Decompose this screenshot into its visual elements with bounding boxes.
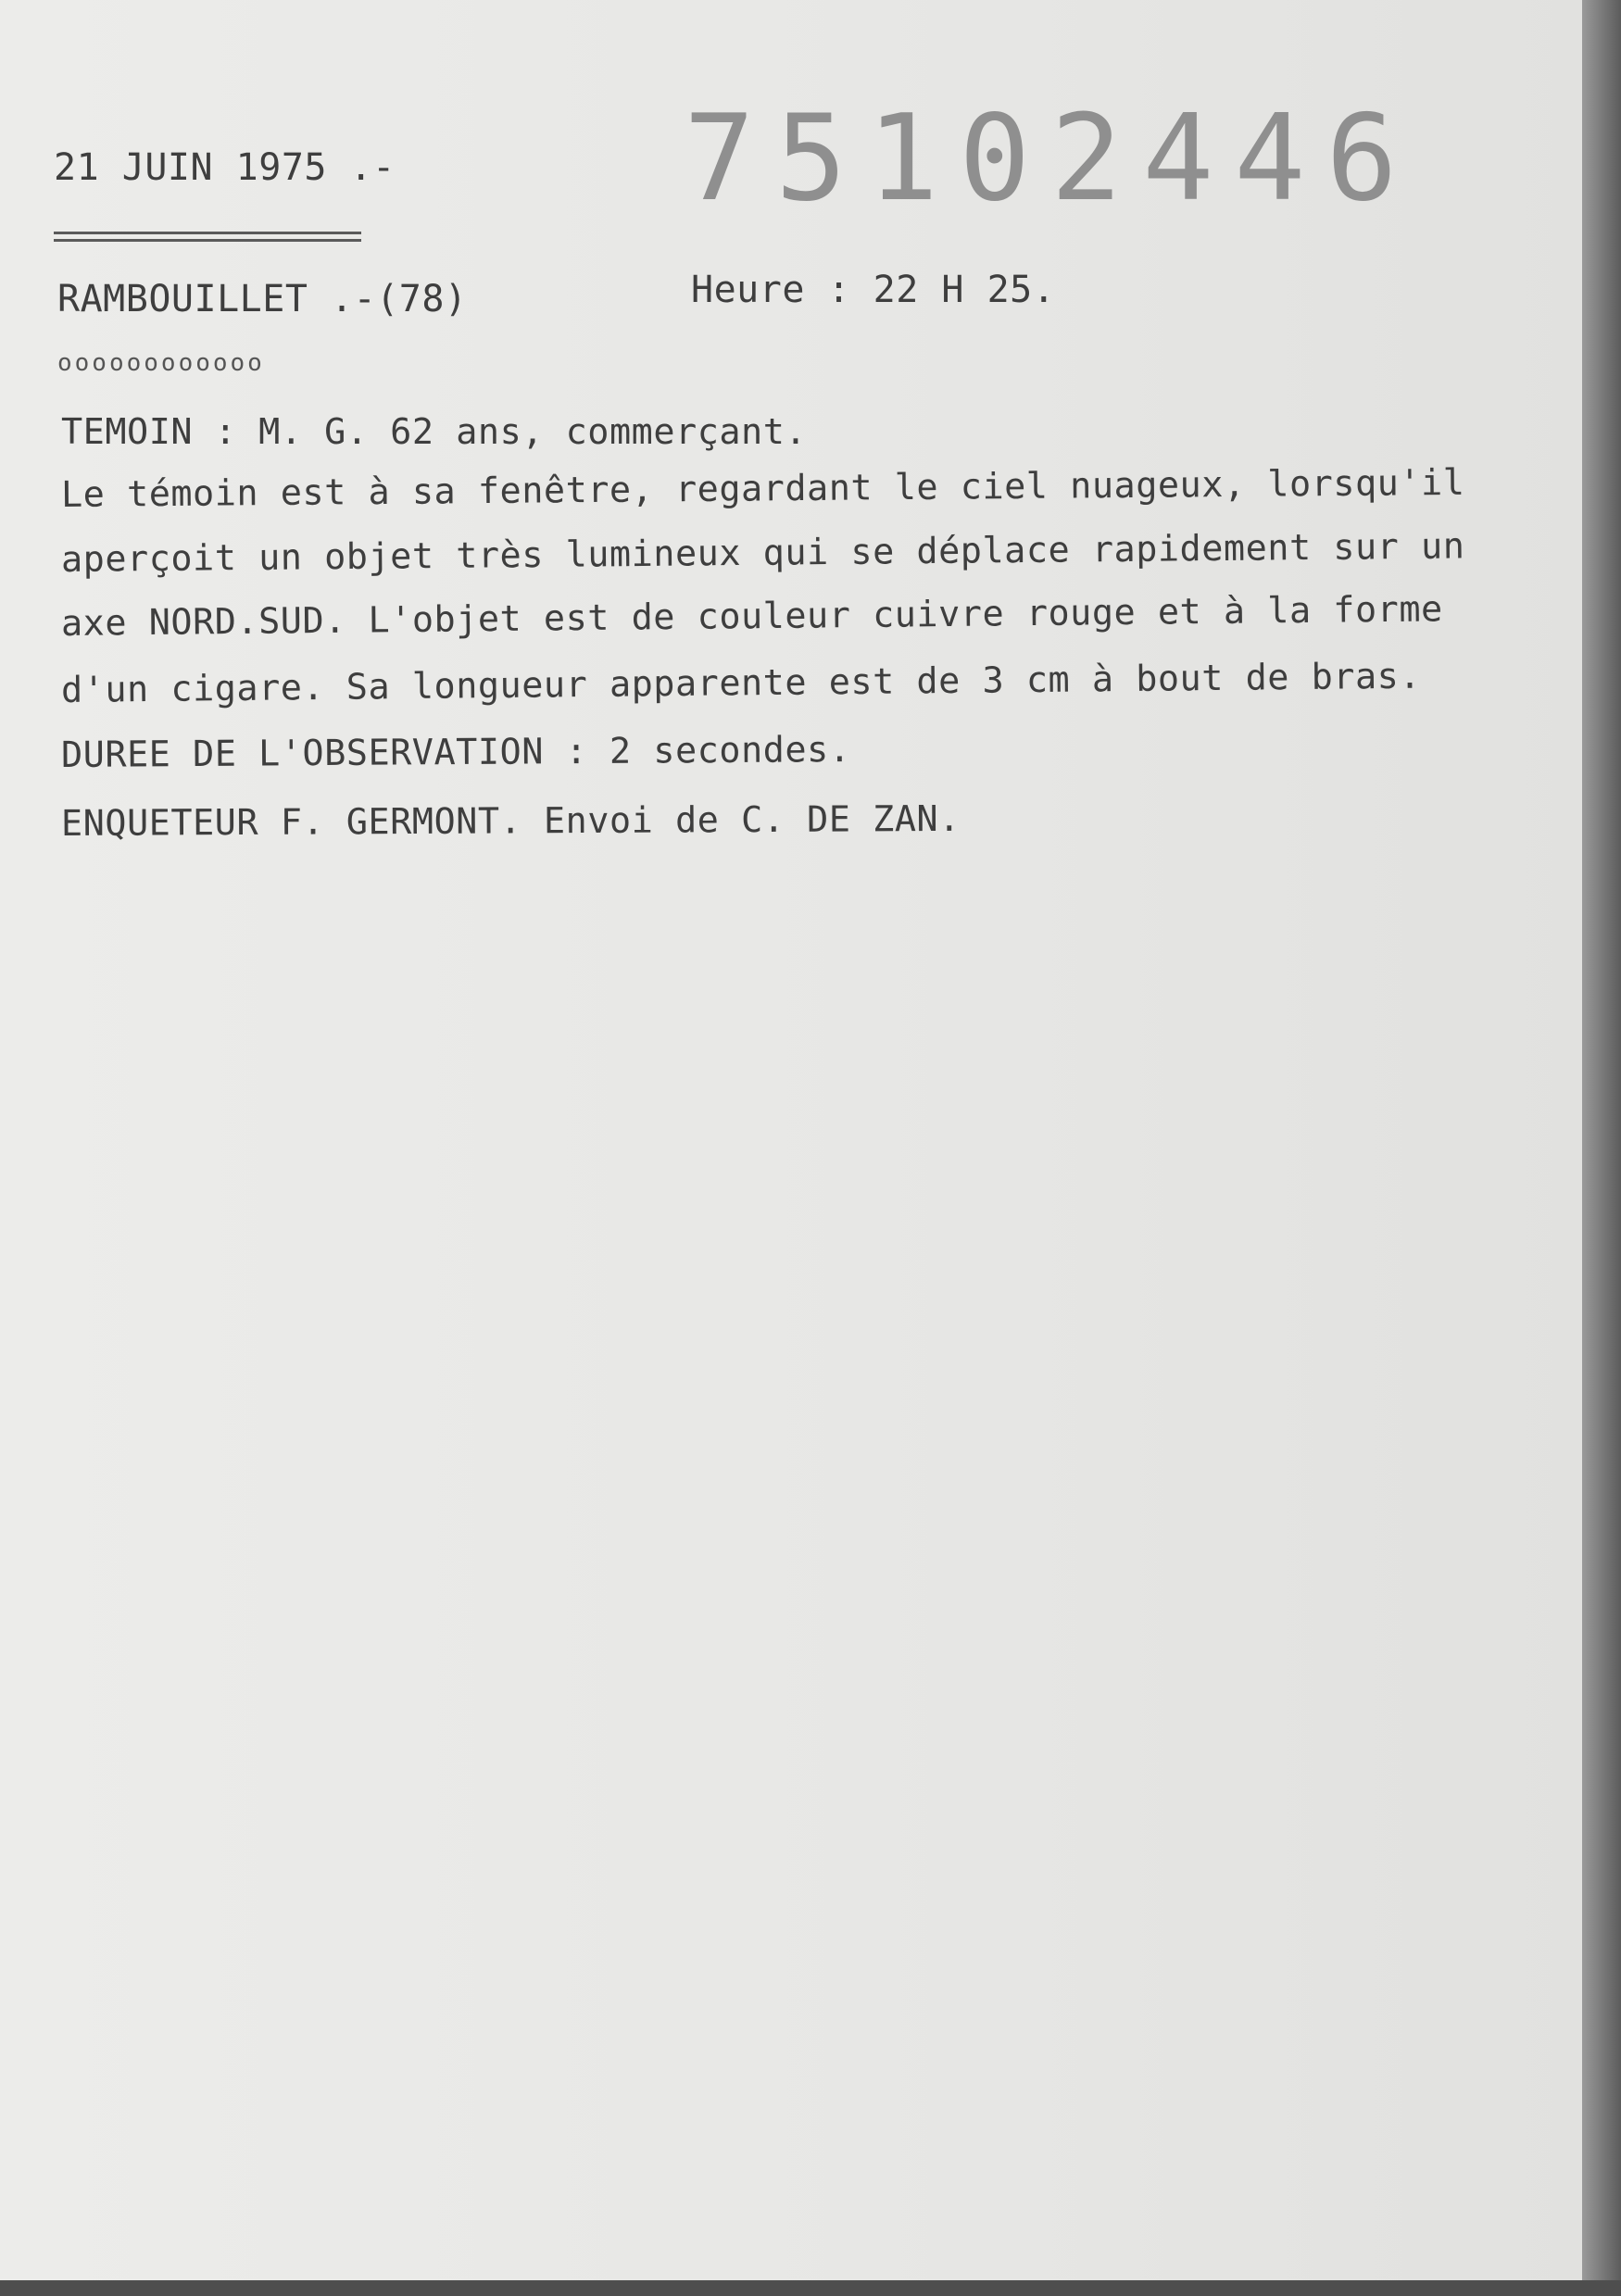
scan-edge-bottom bbox=[0, 2280, 1621, 2296]
witness-line: TEMOIN : M. G. 62 ans, commerçant. bbox=[61, 411, 808, 453]
observation-time: Heure : 22 H 25. bbox=[691, 269, 1056, 311]
body-line: axe NORD.SUD. L'objet est de couleur cuivre rouge et à la forme bbox=[60, 588, 1443, 645]
underline-rule bbox=[54, 232, 361, 234]
body-line: aperçoit un objet très lumineux qui se déplace rapidement sur un bbox=[60, 525, 1465, 581]
body-line: d'un cigare. Sa longueur apparente est de 3 cm à bout de bras. bbox=[60, 655, 1422, 711]
underline-rule-double bbox=[54, 239, 361, 242]
reference-number: 75102446 bbox=[684, 90, 1418, 228]
investigator-line: ENQUETEUR F. GERMONT. Envoi de C. DE ZAN. bbox=[60, 797, 961, 845]
body-line: Le témoin est à sa fenêtre, regardant le ciel nuageux, lorsqu'il bbox=[60, 461, 1465, 516]
report-date: 21 JUIN 1975 .- bbox=[54, 146, 396, 189]
location: RAMBOUILLET .-(78) bbox=[57, 278, 468, 320]
scan-edge-right bbox=[1582, 0, 1621, 2296]
separator: oooooooooooo bbox=[57, 349, 265, 377]
duration-line: DUREE DE L'OBSERVATION : 2 secondes. bbox=[60, 729, 851, 776]
